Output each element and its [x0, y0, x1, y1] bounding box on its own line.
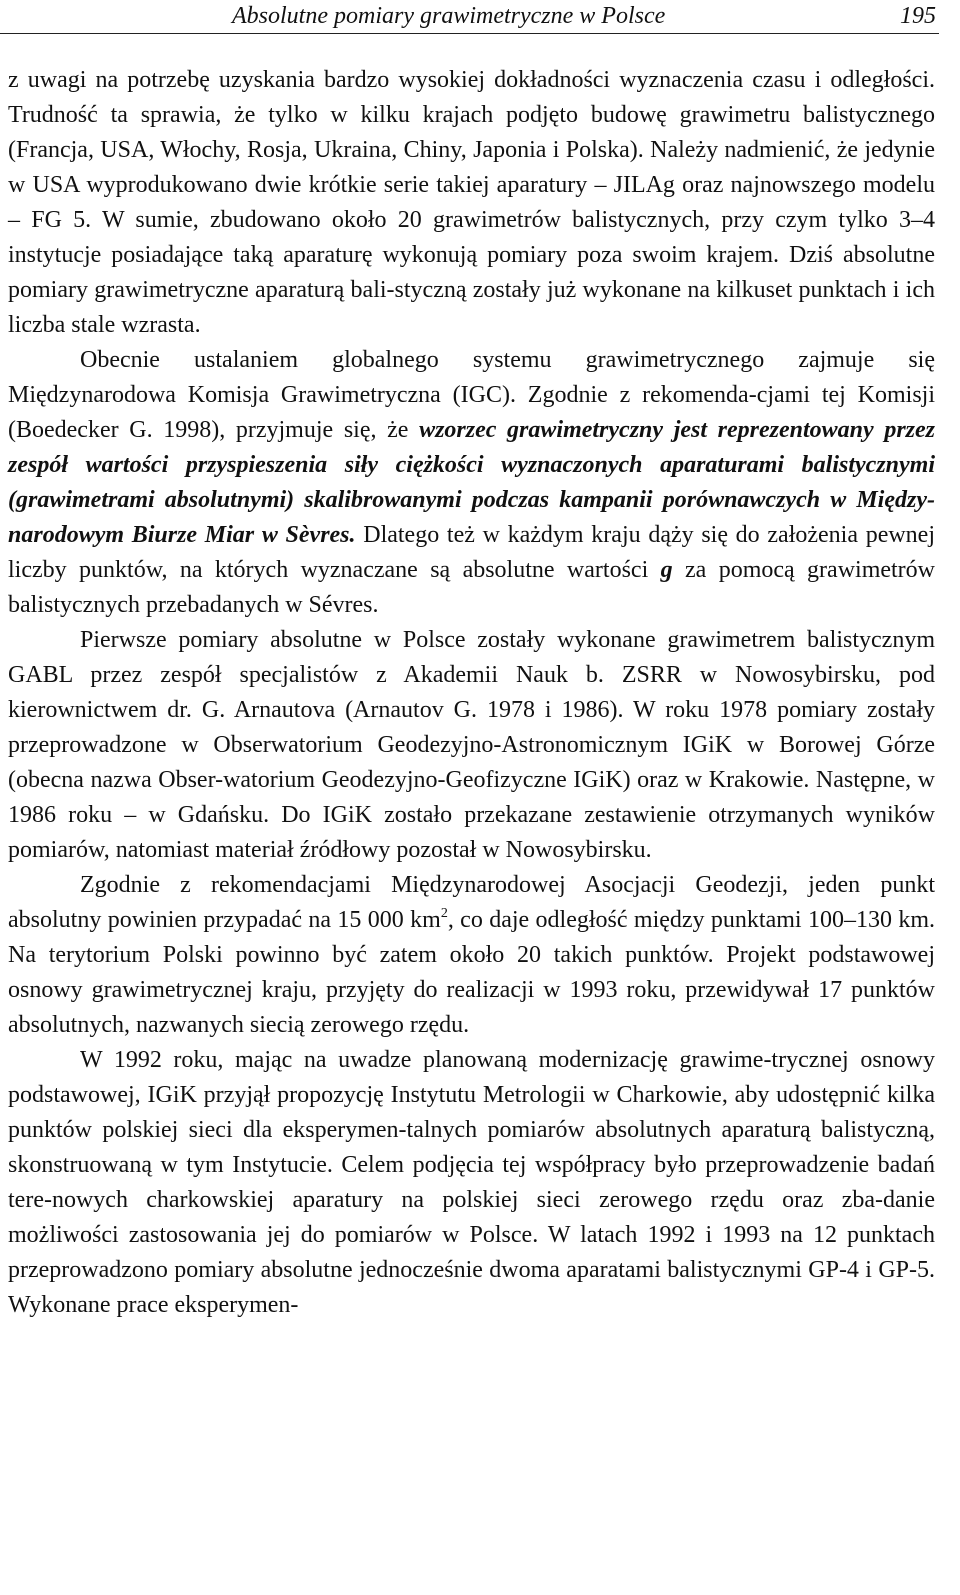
paragraph-2-text-b: Dlatego też w każdym kraju dąży się do założenia pewnej liczby punktów, na których wyznaczane są absolutne wartości: [8, 522, 935, 583]
header-rule: [0, 33, 939, 34]
paragraph-2: [8, 343, 935, 623]
page-number: 195: [900, 3, 936, 29]
paragraph-4-text-a: Zgodnie z rekomendacjami Międzynarodowej Asocjacji Geodezji, jeden punkt absolutny powinien przypadać na 15 000 km: [8, 872, 935, 933]
paragraph-5: W 1992 roku, mając na uwadze planowaną modernizację grawime-trycznej osnowy podstawowej, IGiK przyjął propozycję Instytutu Metrologii w Charkowie, aby udostępnić kilka punktów polskiej sieci dla eksperymen-talnych pomiarów absolutnych aparaturą balistyczną, skonstruowaną w tym Instytucie. Celem podjęcia tej współpracy było przeprowadzenie badań tere-nowych charkowskiej aparatury na polskiej sieci zerowego rzędu oraz zba-danie możliwości zastosowania jej do pomiarów w Polsce. W latach 1992 i 1993 na 12 punktach przeprowadzono pomiary absolutne jednocześnie dwoma aparatami balistycznymi GP-4 i GP-5. Wykonane prace eksperymen-: [8, 1047, 935, 1318]
gravity-symbol: g: [660, 557, 673, 583]
paragraph-2-text-a: Obecnie ustalaniem globalnego systemu grawimetrycznego zajmuje się Międzynarodowa Komisja Grawimetryczna (IGC). Zgodnie z rekomenda-cjami tej Komisji (Boedecker G. 1998), przyjmuje się, że: [8, 347, 935, 443]
definition-emphasis: wzorzec grawimetryczny jest reprezentowany przez zespół wartości przyspieszenia siły ciężkości wyznaczonych aparaturami balistycznymi (grawimetrami absolutnymi) skalibrowanymi podczas kampanii porównawczych w Między-narodowym Biurze Miar w Sèvres.: [8, 417, 935, 548]
running-title: Absolutne pomiary grawimetryczne w Polsce: [232, 3, 666, 29]
superscript-exponent: 2: [440, 906, 448, 921]
paragraph-4-text-b: , co daje odległość między punktami 100–130 km. Na terytorium Polski powinno być zatem około 20 takich punktów. Projekt podstawowej osnowy grawimetrycznej kraju, przyjęty do realizacji w 1993 roku, przewidywał 17 punktów absolutnych, nazwanych siecią zerowego rzędu.: [8, 907, 935, 1038]
paragraph-2-text-c: za pomocą grawimetrów balistycznych przebadanych w Sévres.: [8, 557, 936, 618]
body-text: [8, 63, 935, 1323]
paragraph-3: Pierwsze pomiary absolutne w Polsce zostały wykonane grawimetrem balistycznym GABL przez zespół specjalistów z Akademii Nauk b. ZSRR w Nowosybirsku, pod kierownictwem dr. G. Arnautova (Arnautov G. 1978 i 1986). W roku 1978 pomiary zostały przeprowadzone w Obserwatorium Geodezyjno-Astronomicznym IGiK w Borowej Górze (obecna nazwa Obser-watorium Geodezyjno-Geofizyczne IGiK) oraz w Krakowie. Następne, w 1986 roku – w Gdańsku. Do IGiK zostało przekazane zestawienie otrzymanych wyników pomiarów, natomiast materiał źródłowy pozostał w Nowosybirsku.: [8, 627, 935, 863]
paragraph-1: z uwagi na potrzebę uzyskania bardzo wysokiej dokładności wyznaczenia czasu i odległości. Trudność ta sprawia, że tylko w kilku krajach podjęto budowę grawimetru balistycznego (Francja, USA, Włochy, Rosja, Ukraina, Chiny, Japonia i Polska). Należy nadmienić, że jedynie w USA wyprodukowano dwie krótkie serie takiej aparatury – JILAg oraz najnowszego modelu – FG 5. W sumie, zbudowano około 20 grawimetrów balistycznych, przy czym tylko 3–4 instytucje posiadające taką aparaturę wykonują pomiary poza swoim krajem. Dziś absolutne pomiary grawimetryczne aparaturą bali-styczną zostały już wykonane na kilkuset punktach i ich liczba stale wzrasta.: [8, 67, 935, 338]
paragraph-4: [8, 868, 935, 1043]
page-header: [0, 0, 936, 38]
